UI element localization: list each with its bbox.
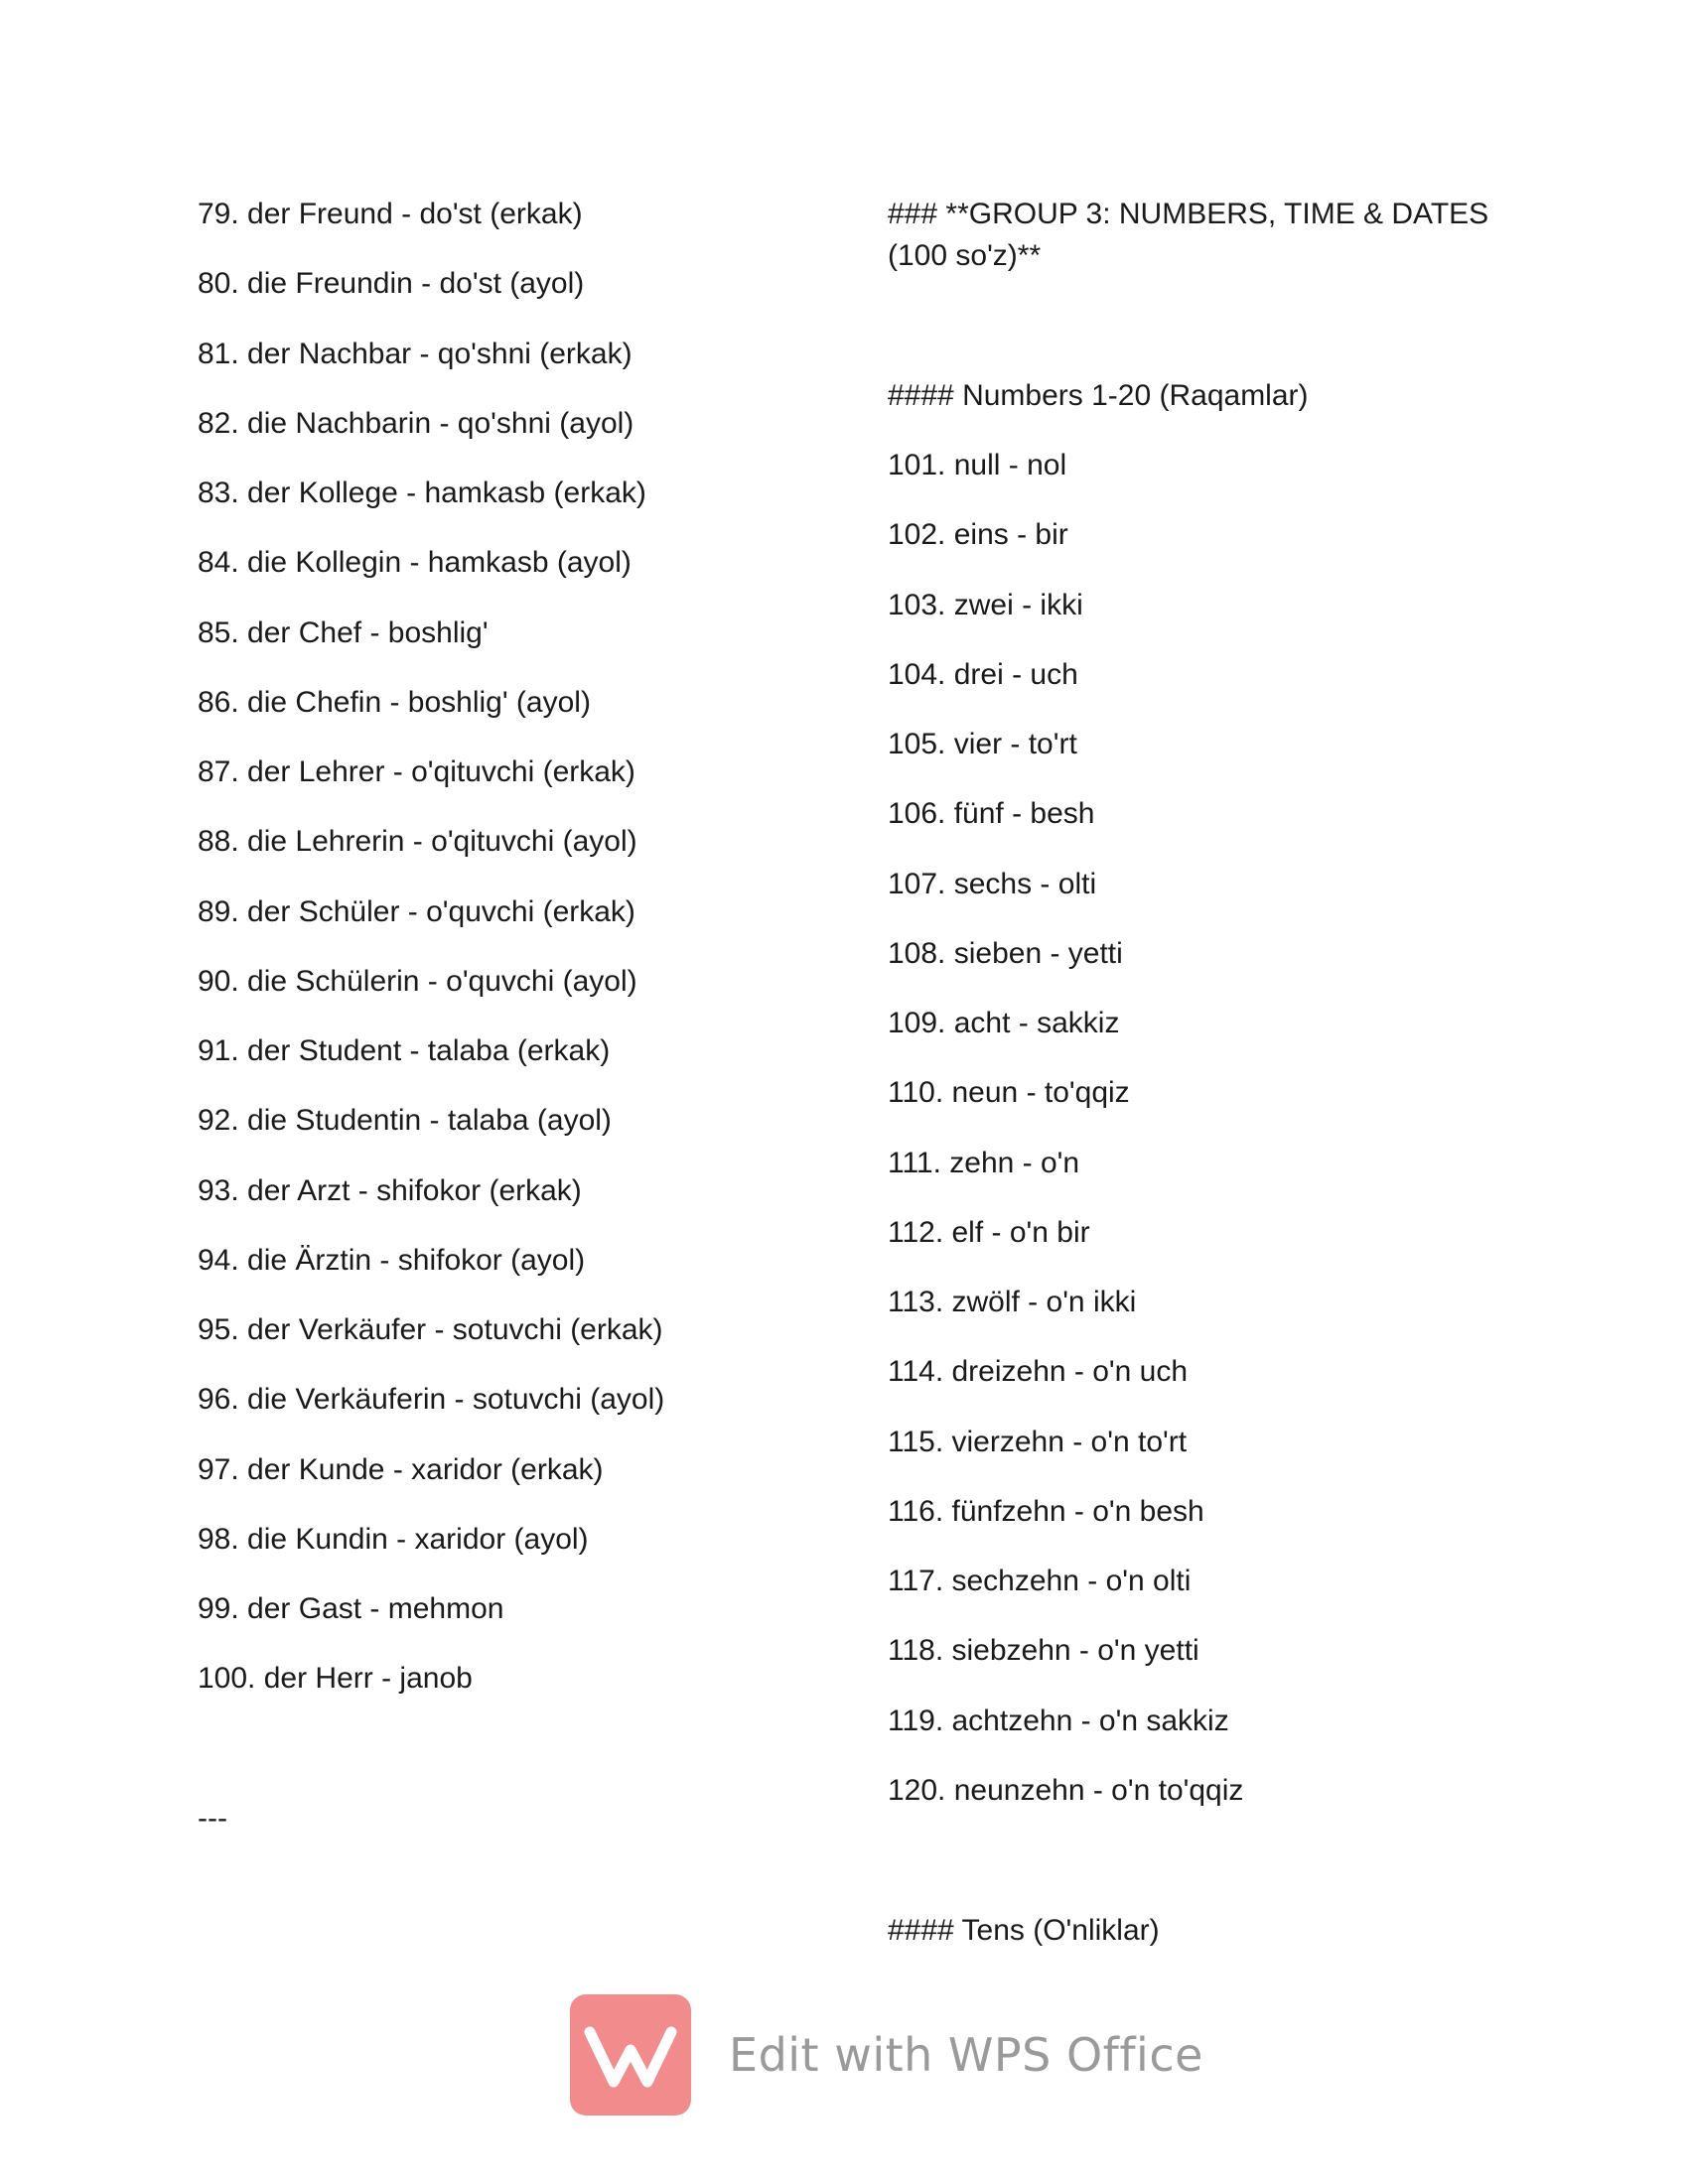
- list-item: 116. fünfzehn - o'n besh: [888, 1495, 1204, 1528]
- list-item: 89. der Schüler - o'quvchi (erkak): [198, 895, 635, 928]
- list-item: 97. der Kunde - xaridor (erkak): [198, 1453, 604, 1486]
- list-item: 120. neunzehn - o'n to'qqiz: [888, 1774, 1244, 1807]
- list-item: 82. die Nachbarin - qo'shni (ayol): [198, 407, 634, 440]
- list-item: 80. die Freundin - do'st (ayol): [198, 267, 585, 300]
- list-item: 83. der Kollege - hamkasb (erkak): [198, 477, 646, 509]
- list-item: 99. der Gast - mehmon: [198, 1592, 504, 1625]
- list-item: 110. neun - to'qqiz: [888, 1076, 1130, 1109]
- list-item: 111. zehn - o'n: [888, 1147, 1080, 1179]
- wps-office-logo-icon: [570, 1994, 691, 2116]
- list-item: 118. siebzehn - o'n yetti: [888, 1634, 1199, 1667]
- list-item: 91. der Student - talaba (erkak): [198, 1034, 611, 1067]
- list-item: 90. die Schülerin - o'quvchi (ayol): [198, 965, 637, 998]
- list-item: 96. die Verkäuferin - sotuvchi (ayol): [198, 1383, 665, 1416]
- list-item: 114. dreizehn - o'n uch: [888, 1355, 1189, 1388]
- watermark-text: Edit with WPS Office: [729, 2028, 1203, 2082]
- list-item: 119. achtzehn - o'n sakkiz: [888, 1705, 1229, 1737]
- list-item: 93. der Arzt - shifokor (erkak): [198, 1174, 582, 1207]
- list-item: 95. der Verkäufer - sotuvchi (erkak): [198, 1313, 663, 1346]
- list-item: 98. die Kundin - xaridor (ayol): [198, 1523, 589, 1556]
- numbers-heading: #### Numbers 1-20 (Raqamlar): [888, 379, 1309, 412]
- list-item: 117. sechzehn - o'n olti: [888, 1565, 1192, 1597]
- list-item: 81. der Nachbar - qo'shni (erkak): [198, 338, 633, 370]
- list-item: 92. die Studentin - talaba (ayol): [198, 1104, 612, 1137]
- list-item: 103. zwei - ikki: [888, 589, 1083, 621]
- wps-watermark[interactable]: [570, 1993, 1203, 2116]
- list-item: 88. die Lehrerin - o'qituvchi (ayol): [198, 825, 637, 858]
- list-item: 94. die Ärztin - shifokor (ayol): [198, 1244, 586, 1277]
- tens-heading: #### Tens (O'nliklar): [888, 1914, 1160, 1947]
- list-item: 87. der Lehrer - o'qituvchi (erkak): [198, 755, 635, 788]
- section-separator: ---: [198, 1802, 227, 1835]
- list-item: 105. vier - to'rt: [888, 728, 1077, 760]
- list-item: 106. fünf - besh: [888, 797, 1095, 830]
- list-item: 104. drei - uch: [888, 658, 1078, 691]
- list-item: 115. vierzehn - o'n to'rt: [888, 1426, 1188, 1458]
- list-item: 113. zwölf - o'n ikki: [888, 1286, 1137, 1318]
- list-item: 108. sieben - yetti: [888, 937, 1123, 970]
- list-item: 79. der Freund - do'st (erkak): [198, 198, 583, 230]
- list-item: 85. der Chef - boshlig': [198, 616, 489, 649]
- group-heading: ### **GROUP 3: NUMBERS, TIME & DATES (100 so'z)**: [888, 198, 1489, 272]
- list-item: 109. acht - sakkiz: [888, 1007, 1120, 1039]
- list-item: 86. die Chefin - boshlig' (ayol): [198, 686, 591, 719]
- list-item: 102. eins - bir: [888, 518, 1068, 551]
- list-item: 100. der Herr - janob: [198, 1662, 473, 1695]
- list-item: 101. null - nol: [888, 449, 1067, 481]
- list-item: 112. elf - o'n bir: [888, 1216, 1090, 1249]
- list-item: 107. sechs - olti: [888, 868, 1097, 900]
- list-item: 84. die Kollegin - hamkasb (ayol): [198, 546, 632, 579]
